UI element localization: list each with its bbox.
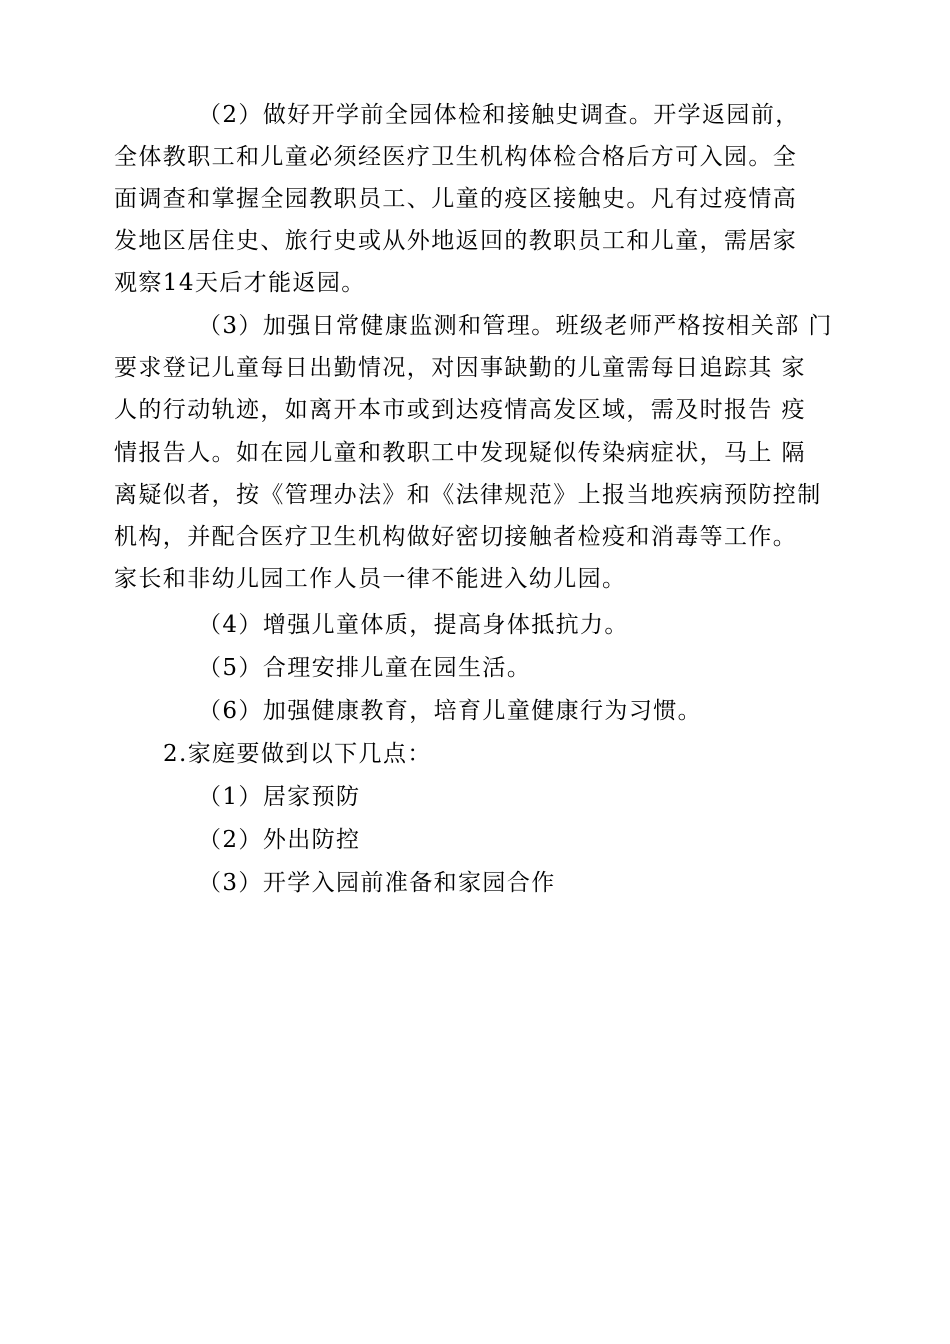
paragraph-line: （3）加强日常健康监测和管理。班级老师严格按相关部 门 xyxy=(198,313,833,339)
paragraph-line: 人的行动轨迹，如离开本市或到达疫情高发区域，需及时报告 疫 xyxy=(114,397,806,423)
list-item: （5）合理安排儿童在园生活。 xyxy=(198,655,532,681)
section-heading: 2.家庭要做到以下几点： xyxy=(163,741,432,767)
paragraph-line: 家长和非幼儿园工作人员一律不能进入幼儿园。 xyxy=(114,566,627,592)
paragraph-line: 离疑似者，按《管理办法》和《法律规范》上报当地疾病预防控制 xyxy=(114,482,822,508)
paragraph-line: 机构，并配合医疗卫生机构做好密切接触者检疫和消毒等工作。 xyxy=(114,524,798,550)
paragraph-line: 发地区居住史、旅行史或从外地返回的教职员工和儿童，需居家 xyxy=(114,228,798,254)
paragraph-line: （2）做好开学前全园体检和接触史调查。开学返园前， xyxy=(198,102,800,128)
list-item: （3）开学入园前准备和家园合作 xyxy=(198,870,556,896)
paragraph-line: 观察14天后才能返园。 xyxy=(114,270,366,296)
list-item: （1）居家预防 xyxy=(198,784,361,810)
paragraph-line: 情报告人。如在园儿童和教职工中发现疑似传染病症状，马上 隔 xyxy=(114,440,806,466)
list-item: （6）加强健康教育，培育儿童健康行为习惯。 xyxy=(198,698,703,724)
paragraph-line: 面调查和掌握全园教职员工、儿童的疫区接触史。凡有过疫情高 xyxy=(114,186,798,212)
paragraph-line: 全体教职工和儿童必须经医疗卫生机构体检合格后方可入园。全 xyxy=(114,144,798,170)
list-item: （2）外出防控 xyxy=(198,827,361,853)
paragraph-line: 要求登记儿童每日出勤情况，对因事缺勤的儿童需每日追踪其 家 xyxy=(114,355,806,381)
list-item: （4）增强儿童体质，提高身体抵抗力。 xyxy=(198,612,629,638)
